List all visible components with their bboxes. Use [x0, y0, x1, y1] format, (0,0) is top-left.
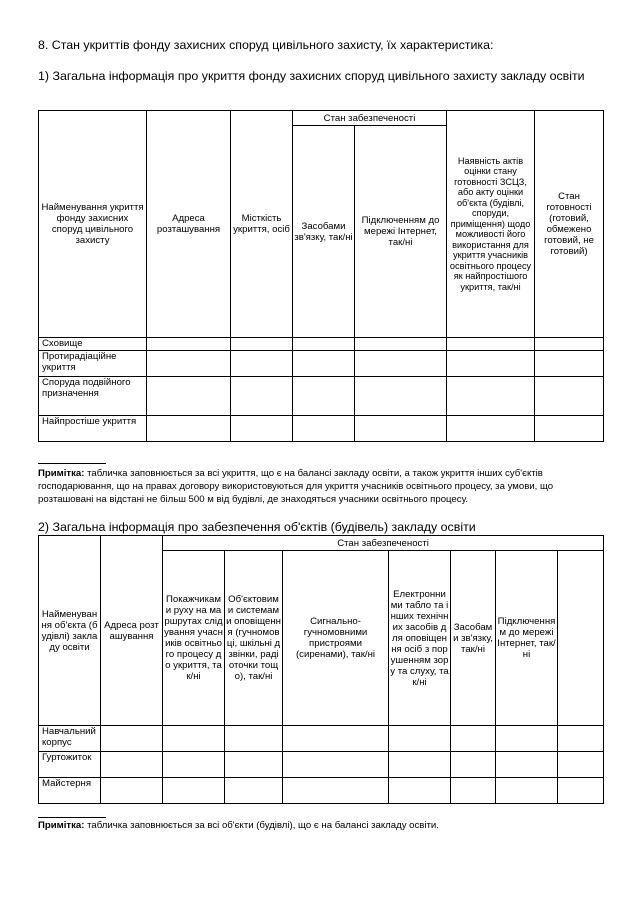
row-label: Сховище	[39, 338, 147, 351]
col-route-signs: Покажчиками руху на маршрутах слідування учасників освітнього процесу до укриття, так/ні	[163, 551, 225, 726]
row-label: Навчальний корпус	[39, 726, 101, 752]
row-label: Споруда подвійного призначення	[39, 377, 147, 416]
note-divider	[38, 463, 106, 464]
row-label: Найпростіше укриття	[39, 416, 147, 442]
note-text: табличка заповнюється за всі укриття, що є на балансі закладу освіти, а також укриття інших суб'єктів господарювання, що на правах договору використовуються для укриття учасників освітнього процесу, за умови, що розташовані на відстані не більш 500 м від будівлі, де знаходяться учасники освітнього процесу.	[38, 468, 554, 505]
col-internet: Підключенням до мережі Інтернет, так/ні	[355, 126, 447, 338]
building-provision-table	[38, 535, 604, 804]
col-warning-systems: Об'єктовими системами оповіщення (гучномовці, шкільні дзвінки, радіоточки тощо), так/ні	[225, 551, 283, 726]
col-address: Адреса розташування	[147, 111, 231, 338]
table-row	[39, 726, 604, 752]
col-readiness: Стан готовності (готовий, обмежено готовий, не готовий)	[535, 111, 604, 338]
col-sirens: Сигнально-гучномовними пристроями (сиренами), так/ні	[283, 551, 389, 726]
note-text: табличка заповнюється за всі об'єкти (будівлі), що є на балансі закладу освіти.	[84, 820, 439, 831]
row-label: Протирадіаційне укриття	[39, 351, 147, 377]
row-label: Гуртожиток	[39, 752, 101, 778]
table-row	[39, 338, 604, 351]
note-divider	[38, 817, 106, 818]
note-2	[38, 819, 604, 832]
table-row	[39, 778, 604, 804]
table-row	[39, 416, 604, 442]
row-label: Майстерня	[39, 778, 101, 804]
shelter-info-table	[38, 110, 604, 442]
section-title: 8. Стан укриттів фонду захисних споруд цивільного захисту, їх характеристика:	[38, 38, 494, 52]
col-comms: Засобами зв'язку, так/ні	[293, 126, 355, 338]
subsection2-title: 2) Загальна інформація про забезпечення об'єктів (будівель) закладу освіти	[38, 520, 476, 534]
subsection1-title: 1) Загальна інформація про укриття фонду захисних споруд цивільного захисту закладу освіти	[38, 69, 585, 83]
note-label: Примітка:	[38, 820, 85, 831]
col-provision-group: Стан забезпеченості	[163, 536, 604, 551]
col-provision-group: Стан забезпеченості	[293, 111, 447, 126]
table-row	[39, 351, 604, 377]
table-row	[39, 377, 604, 416]
col-internet: Підключенням до мережі Інтернет, так/ні	[496, 551, 558, 726]
col-comms: Засобами зв'язку, так/ні	[451, 551, 496, 726]
col-capacity: Місткість укриття, осіб	[231, 111, 293, 338]
col-acts: Наявність актів оцінки стану готовності ЗСЦЗ, або акту оцінки об'єкта (будівлі, споруди, приміщення) щодо можливості його використання для укриття учасників освітнього процесу як найпростішого укриття, так/ні	[447, 111, 535, 338]
col-shelter-name: Найменування укриття фонду захисних споруд цивільного захисту	[39, 111, 147, 338]
col-address: Адреса розташування	[101, 536, 163, 726]
table-row	[39, 752, 604, 778]
col-electronic-boards: Електронними табло та інших технічних засобів для оповіщення осіб з порушенням зору та слуху, так/ні	[389, 551, 451, 726]
note-label: Примітка:	[38, 468, 85, 479]
note-1	[38, 467, 604, 506]
col-building-name: Найменування об'єкта (будівлі) закладу освіти	[39, 536, 101, 726]
